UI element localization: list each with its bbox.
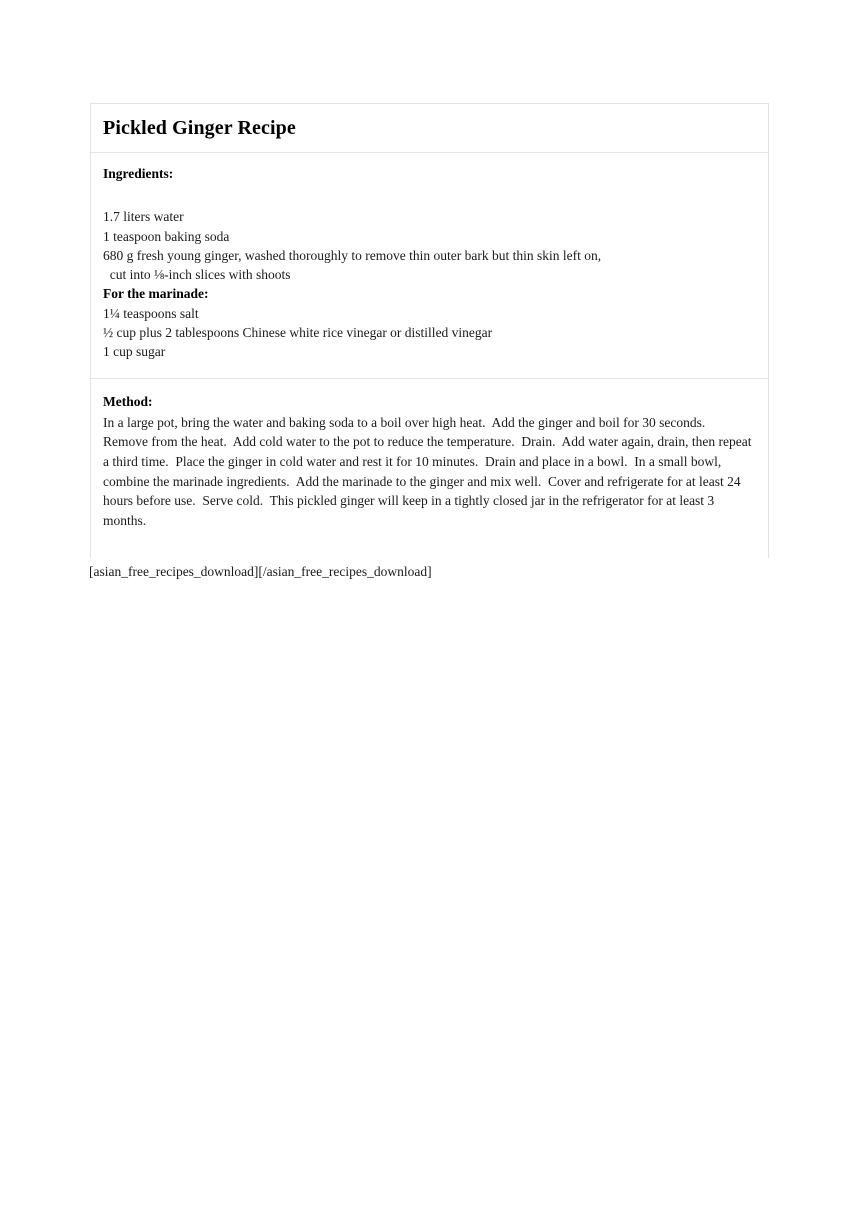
ingredient-line: 1.7 liters water: [103, 209, 184, 225]
recipe-card-header: [91, 104, 768, 153]
ingredient-list: [103, 207, 756, 361]
ingredients-heading: Ingredients:: [103, 166, 174, 181]
ingredient-subheading: For the marinade:: [103, 286, 209, 302]
method-heading: Method:: [103, 393, 153, 409]
ingredient-line: 680 g fresh young ginger, washed thoroughly to remove thin outer bark but thin skin left on,: [103, 247, 602, 263]
download-shortcode-text: [asian_free_recipes_download][/asian_free_recipes_download]: [89, 564, 432, 579]
ingredients-section: [91, 153, 768, 379]
ingredient-line: 1 teaspoon baking soda: [103, 228, 230, 244]
ingredient-line: 1 cup sugar: [103, 344, 166, 360]
page-title: Pickled Ginger Recipe: [103, 117, 296, 139]
ingredient-line: cut into ⅛-inch slices with shoots: [103, 267, 291, 283]
recipe-card: [90, 103, 769, 558]
method-body-text: In a large pot, bring the water and baking soda to a boil over high heat. Add the ginger and boil for 30 seconds. Remove from the heat. Add cold water to the pot to reduce the temperature. Drain. Add water again, drain, then repeat a third time. Place the ginger in cold water and rest it for 10 minutes. Drain and place in a bowl. In a small bowl, combine the marinade ingredients. Add the marinade to the ginger and mix well. Cover and refrigerate for at least 24 hours before use. Serve cold. This pickled ginger will keep in a tightly closed jar in the refrigerator for at least 3 months.: [103, 414, 755, 528]
ingredient-line: ½ cup plus 2 tablespoons Chinese white rice vinegar or distilled vinegar: [103, 325, 493, 340]
ingredient-line: 1¼ teaspoons salt: [103, 305, 199, 321]
method-section: [91, 379, 768, 559]
